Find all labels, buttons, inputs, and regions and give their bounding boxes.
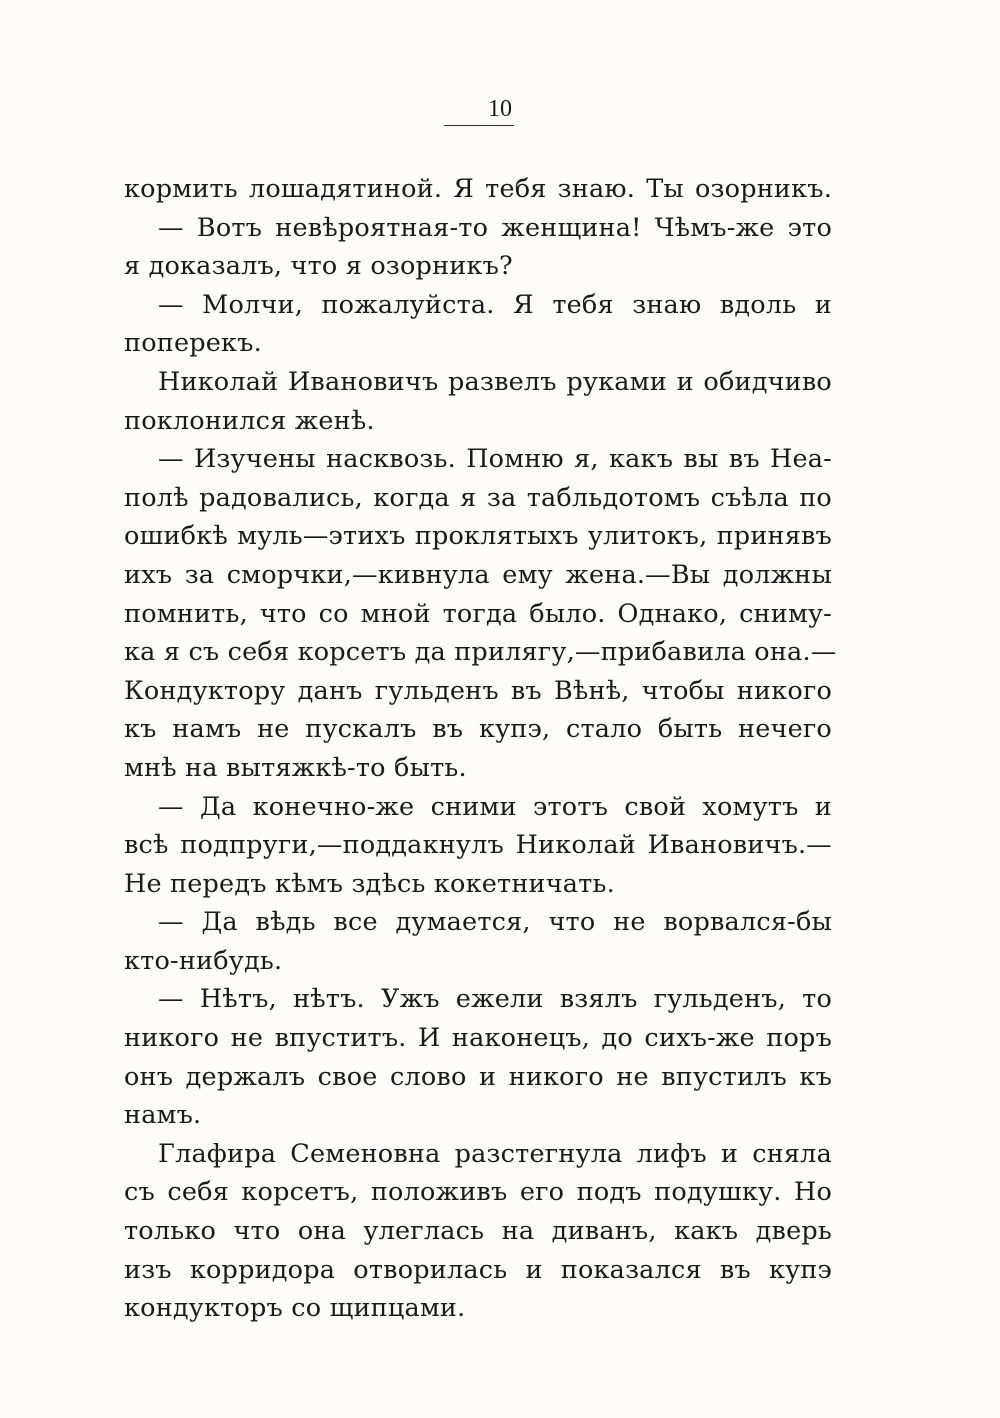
text-line: — Да конечно-же сними этотъ свой хомутъ и [158,791,832,822]
text-line: никого не впуститъ. И наконецъ, до сихъ-же поръ [124,1023,832,1054]
text-line: кормить лошадятиной. Я тебя знаю. Ты озорникъ. [124,174,832,204]
text-line: ихъ за сморчки,—кивнула ему жена.—Вы должны [124,559,832,590]
text-line: Не передъ кѣмъ здѣсь кокетничать. [124,868,615,899]
text-line: намъ. [124,1100,202,1131]
text-line: — Да вѣдь все думается, что не ворвался-бы [158,907,832,938]
text-line: только что она улеглась на диванъ, какъ дверь [124,1216,832,1247]
text-line: Глафира Семеновна разстегнула лифъ и сняла [158,1138,832,1169]
text-line: — Молчи, пожалуйста. Я тебя знаю вдоль и [158,289,832,320]
text-line: Николай Ивановичъ развелъ руками и обидчиво [158,366,832,397]
page-number: 10 [488,96,512,122]
text-line: Кондуктору данъ гульденъ въ Вѣнѣ, чтобы никого [124,675,832,706]
text-line: кондукторъ со щипцами. [124,1293,466,1324]
text-line: изъ корридора отворилась и показался въ купэ [124,1254,832,1285]
text-line: поклонился женѣ. [124,405,375,436]
text-line: полѣ радовались, когда я за табльдотомъ съѣла по [124,482,832,513]
page-number-rule [444,125,514,126]
body-text [124,170,837,1328]
text-line: — Нѣтъ, нѣтъ. Ужъ ежели взялъ гульденъ, то [158,984,832,1015]
text-line: съ себя корсетъ, положивъ его подъ подушку. Но [124,1177,832,1208]
text-line: мнѣ на вытяжкѣ-то быть. [124,752,467,783]
text-line: — Вотъ невѣроятная-то женщина! Чѣмъ-же это [158,212,832,243]
text-line: помнить, что со мной тогда было. Однако, сниму- [124,598,832,629]
text-line: ка я съ себя корсетъ да прилягу,—прибавила она.— [124,637,837,668]
text-line: — Изучены насквозь. Помню я, какъ вы въ Неа- [158,444,832,475]
text-line: поперекъ. [124,328,262,359]
text-line: ошибкѣ муль—этихъ проклятыхъ улитокъ, принявъ [124,521,832,552]
text-line: къ намъ не пускалъ въ купэ, стало быть нечего [124,714,832,745]
text-line: кто-нибудь. [124,945,283,976]
text-line: онъ держалъ свое слово и никого не впустилъ къ [124,1061,832,1092]
text-line: я доказалъ, что я озорникъ? [124,251,513,282]
text-line: всѣ подпруги,—поддакнулъ Николай Ивановичъ.— [124,830,832,861]
